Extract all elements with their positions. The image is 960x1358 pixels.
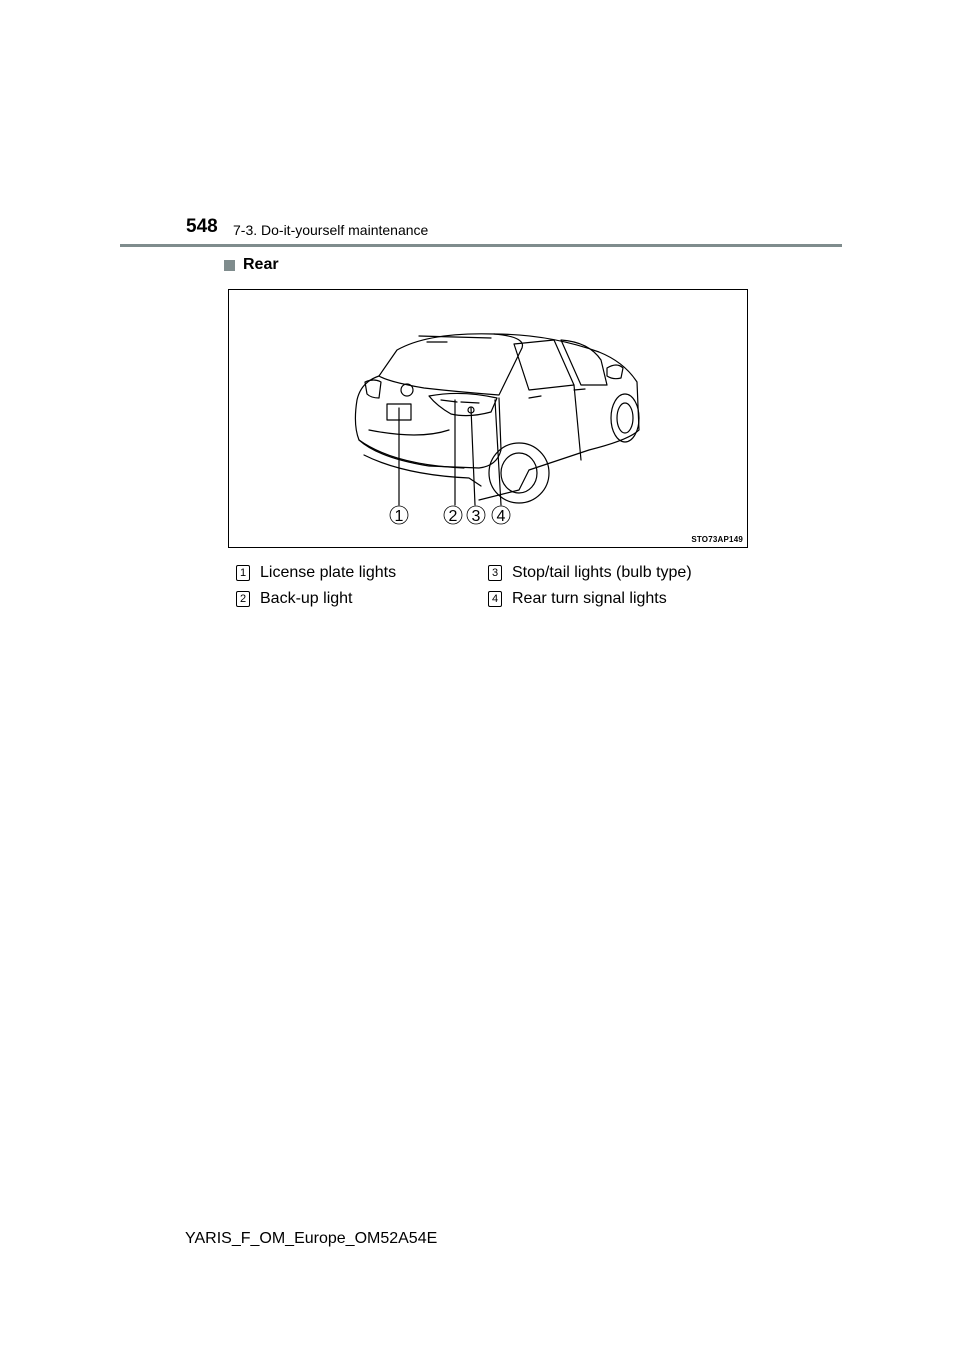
legend-number-badge: 2 bbox=[236, 591, 250, 607]
callout-1: 1 bbox=[394, 508, 404, 525]
legend-number-badge: 4 bbox=[488, 591, 502, 607]
door-handle-2 bbox=[574, 389, 585, 390]
rear-bumper bbox=[359, 440, 481, 486]
header-divider bbox=[120, 244, 842, 247]
door-handle-1 bbox=[529, 396, 541, 398]
legend-label: Back-up light bbox=[260, 590, 353, 607]
legend-label: Rear turn signal lights bbox=[512, 590, 667, 607]
callout-4: 4 bbox=[496, 508, 506, 525]
subheading-text: Rear bbox=[243, 256, 279, 273]
legend bbox=[236, 561, 736, 621]
legend-item bbox=[236, 589, 353, 609]
document-footer: YARIS_F_OM_Europe_OM52A54E bbox=[185, 1230, 438, 1247]
legend-number-badge: 3 bbox=[488, 565, 502, 581]
legend-item bbox=[236, 563, 396, 583]
legend-item bbox=[488, 563, 692, 583]
rear-wheel-inner bbox=[501, 453, 537, 493]
legend-label: License plate lights bbox=[260, 564, 397, 581]
side-mirror bbox=[607, 365, 623, 379]
roof-spoiler bbox=[419, 336, 491, 338]
car-side-outline bbox=[479, 334, 639, 500]
callout-line-3 bbox=[471, 408, 475, 505]
door-line bbox=[574, 385, 581, 460]
legend-item bbox=[488, 589, 667, 609]
section-title: 7-3. Do-it-yourself maintenance bbox=[233, 222, 429, 238]
front-wheel bbox=[611, 394, 639, 442]
front-wheel-inner bbox=[617, 403, 633, 433]
rear-body-outline bbox=[355, 376, 501, 468]
right-tail-light bbox=[429, 393, 497, 415]
square-bullet-icon bbox=[224, 260, 235, 271]
page-number: 548 bbox=[186, 216, 218, 237]
legend-number-badge: 1 bbox=[236, 565, 250, 581]
rear-window-outline bbox=[379, 334, 522, 395]
legend-label: Stop/tail lights (bulb type) bbox=[512, 564, 692, 581]
car-rear-figure bbox=[228, 289, 748, 548]
car-rear-illustration bbox=[229, 290, 749, 549]
side-window-1 bbox=[514, 340, 574, 390]
figure-code: STO73AP149 bbox=[691, 535, 743, 544]
callout-3: 3 bbox=[471, 508, 481, 525]
subheading bbox=[224, 255, 279, 275]
callout-2: 2 bbox=[448, 508, 458, 525]
